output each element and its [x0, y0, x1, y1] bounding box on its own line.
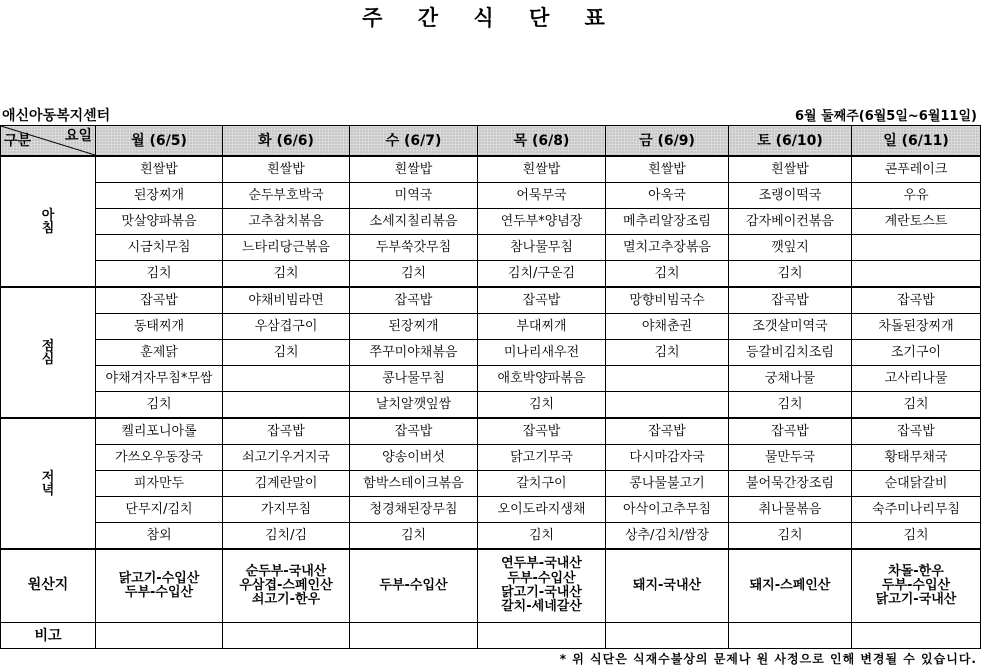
menu-cell: 김계란말이 [223, 471, 350, 497]
menu-cell: 잡곡밥 [852, 287, 981, 314]
menu-cell: 아욱국 [606, 183, 729, 209]
corner-cell [1, 126, 96, 157]
menu-cell: 소세지칠리볶음 [350, 209, 478, 235]
origin-cell [729, 549, 852, 623]
menu-cell: 불어묵간장조림 [729, 471, 852, 497]
meal-label-char: 점 [41, 338, 55, 354]
menu-cell: 야채비빔라면 [223, 287, 350, 314]
menu-cell: 순대닭갈비 [852, 471, 981, 497]
origin-line: 돼지-국내산 [632, 577, 702, 593]
menu-cell: 연두부*양념장 [478, 209, 606, 235]
menu-cell: 흰쌀밥 [606, 156, 729, 183]
meal-label [1, 156, 96, 287]
menu-cell: 어묵무국 [478, 183, 606, 209]
menu-cell: 아삭이고추무침 [606, 497, 729, 523]
note-label: 비고 [1, 623, 96, 649]
origin-line: 닭고기-국내산 [501, 585, 582, 600]
menu-cell: 야채겨자무침*무쌈 [96, 366, 223, 392]
origin-line: 두부-수입산 [507, 570, 576, 586]
menu-cell: 김치/구운김 [478, 261, 606, 288]
day-header: 금 (6/9) [606, 126, 729, 157]
menu-cell: 잡곡밥 [729, 287, 852, 314]
origin-line: 두부-수입산 [124, 585, 194, 600]
menu-cell: 가지무침 [223, 497, 350, 523]
menu-cell: 오이도라지생채 [478, 497, 606, 523]
menu-cell: 고추참치볶음 [223, 209, 350, 235]
menu-cell: 잡곡밥 [350, 418, 478, 445]
menu-row [1, 392, 981, 419]
origin-line: 연두부-국내산 [501, 556, 582, 572]
menu-cell: 취나물볶음 [729, 497, 852, 523]
footnote: * 위 식단은 식재수불상의 문제나 원 사정으로 인해 변경될 수 있습니다. [559, 652, 977, 666]
menu-cell: 김치 [350, 523, 478, 550]
week-info: 6월 둘째주(6월5일~6월11일) [794, 109, 977, 124]
menu-cell: 쇠고기우거지국 [223, 445, 350, 471]
menu-cell: 김치/김 [223, 523, 350, 550]
day-header: 월 (6/5) [96, 126, 223, 157]
menu-cell: 김치 [350, 261, 478, 288]
menu-cell: 흰쌀밥 [350, 156, 478, 183]
menu-row [1, 261, 981, 288]
meal-label-char: 침 [41, 220, 55, 236]
menu-cell: 김치 [852, 523, 981, 550]
menu-cell [606, 366, 729, 392]
menu-cell: 애호박양파볶음 [478, 366, 606, 392]
menu-row [1, 471, 981, 497]
meal-label [1, 418, 96, 549]
menu-cell: 등갈비김치조림 [729, 340, 852, 366]
menu-cell: 메추리알장조림 [606, 209, 729, 235]
menu-row [1, 156, 981, 183]
menu-cell: 야채춘권 [606, 314, 729, 340]
menu-row [1, 235, 981, 261]
origin-line: 우삼겹-스페인산 [239, 577, 333, 593]
menu-cell: 시금치무침 [96, 235, 223, 261]
menu-cell: 황태무채국 [852, 445, 981, 471]
weekly-menu-table [0, 125, 981, 649]
menu-cell: 갈치구이 [478, 471, 606, 497]
menu-cell: 계란토스트 [852, 209, 981, 235]
menu-cell: 피자만두 [96, 471, 223, 497]
menu-cell: 훈제닭 [96, 340, 223, 366]
menu-row [1, 497, 981, 523]
header-row [1, 126, 981, 157]
day-header: 화 (6/6) [223, 126, 350, 157]
origin-cell [478, 549, 606, 623]
meal-label-char: 저 [41, 469, 55, 485]
menu-row [1, 366, 981, 392]
page-title: 주 간 식 단 표 [362, 6, 619, 30]
menu-cell: 느타리당근볶음 [223, 235, 350, 261]
menu-cell: 깻잎지 [729, 235, 852, 261]
origin-line: 닭고기-국내산 [875, 592, 957, 608]
menu-row [1, 418, 981, 445]
menu-cell: 양송이버섯 [350, 445, 478, 471]
menu-row [1, 445, 981, 471]
menu-cell: 쭈꾸미야채볶음 [350, 340, 478, 366]
menu-cell: 잡곡밥 [96, 287, 223, 314]
origin-cell [96, 549, 223, 623]
menu-cell: 동태찌개 [96, 314, 223, 340]
menu-row [1, 287, 981, 314]
menu-cell: 김치 [729, 392, 852, 419]
origin-cell [852, 549, 981, 623]
menu-cell: 김치 [606, 261, 729, 288]
menu-cell [223, 392, 350, 419]
menu-cell: 잡곡밥 [223, 418, 350, 445]
menu-cell: 켈리포니아롤 [96, 418, 223, 445]
menu-cell: 김치 [606, 340, 729, 366]
origin-row [1, 549, 981, 623]
menu-cell: 잡곡밥 [606, 418, 729, 445]
menu-cell: 궁채나물 [729, 366, 852, 392]
menu-cell: 잡곡밥 [478, 287, 606, 314]
menu-cell: 잡곡밥 [350, 287, 478, 314]
menu-cell: 날치알깻잎쌈 [350, 392, 478, 419]
menu-cell: 감자베이컨볶음 [729, 209, 852, 235]
menu-row [1, 314, 981, 340]
menu-cell: 김치 [223, 340, 350, 366]
menu-cell: 순두부호박국 [223, 183, 350, 209]
note-cell [223, 623, 350, 649]
day-header: 토 (6/10) [729, 126, 852, 157]
note-row [1, 623, 981, 649]
menu-cell [223, 366, 350, 392]
menu-cell: 맛살양파볶음 [96, 209, 223, 235]
meal-label-char: 녁 [41, 482, 55, 498]
menu-cell: 두부쑥갓무침 [350, 235, 478, 261]
menu-cell: 김치 [96, 261, 223, 288]
origin-line: 순두부-국내산 [245, 563, 327, 579]
note-cell [606, 623, 729, 649]
menu-cell: 된장찌개 [96, 183, 223, 209]
menu-cell: 흰쌀밥 [729, 156, 852, 183]
origin-label: 원산지 [1, 549, 96, 623]
origin-line: 차돌-한우 [888, 563, 944, 579]
meal-label-char: 심 [41, 351, 55, 367]
menu-cell: 김치 [223, 261, 350, 288]
day-header: 목 (6/8) [478, 126, 606, 157]
menu-cell: 부대찌개 [478, 314, 606, 340]
note-cell [96, 623, 223, 649]
menu-cell: 콘푸레이크 [852, 156, 981, 183]
note-cell [729, 623, 852, 649]
origin-line: 닭고기-수입산 [118, 570, 200, 586]
menu-cell: 다시마감자국 [606, 445, 729, 471]
menu-row [1, 183, 981, 209]
menu-cell [852, 261, 981, 288]
menu-cell: 김치 [96, 392, 223, 419]
corner-label-day: 요일 [64, 128, 92, 144]
menu-cell: 김치 [852, 392, 981, 419]
menu-row [1, 340, 981, 366]
menu-cell: 고사리나물 [852, 366, 981, 392]
menu-cell: 흰쌀밥 [223, 156, 350, 183]
menu-cell: 흰쌀밥 [96, 156, 223, 183]
menu-cell: 함박스테이크볶음 [350, 471, 478, 497]
day-header: 수 (6/7) [350, 126, 478, 157]
menu-cell: 물만두국 [729, 445, 852, 471]
menu-cell: 멸치고추장볶음 [606, 235, 729, 261]
menu-cell: 단무지/김치 [96, 497, 223, 523]
origin-cell [223, 549, 350, 623]
origin-line: 두부-수입산 [379, 577, 448, 593]
menu-cell: 망향비빔국수 [606, 287, 729, 314]
menu-cell: 김치 [478, 392, 606, 419]
origin-line: 돼지-스페인산 [749, 577, 831, 593]
menu-cell: 닭고기무국 [478, 445, 606, 471]
menu-cell [852, 235, 981, 261]
corner-label-category: 구분 [4, 133, 32, 149]
menu-cell: 김치 [478, 523, 606, 550]
menu-cell: 조기구이 [852, 340, 981, 366]
note-cell [852, 623, 981, 649]
menu-row [1, 209, 981, 235]
menu-cell: 된장찌개 [350, 314, 478, 340]
menu-cell: 미나리새우전 [478, 340, 606, 366]
menu-cell: 참외 [96, 523, 223, 550]
meal-label [1, 287, 96, 418]
menu-cell: 청경채된장무침 [350, 497, 478, 523]
menu-cell: 우유 [852, 183, 981, 209]
menu-cell: 조갯살미역국 [729, 314, 852, 340]
origin-cell [606, 549, 729, 623]
menu-cell: 가쓰오우동장국 [96, 445, 223, 471]
menu-row [1, 523, 981, 550]
menu-cell: 잡곡밥 [729, 418, 852, 445]
origin-line: 쇠고기-한우 [251, 592, 321, 608]
menu-cell: 상추/김치/쌈장 [606, 523, 729, 550]
menu-cell: 미역국 [350, 183, 478, 209]
menu-cell: 잡곡밥 [852, 418, 981, 445]
origin-cell [350, 549, 478, 623]
menu-cell: 콩나물불고기 [606, 471, 729, 497]
meal-label-char: 아 [41, 207, 55, 223]
origin-line: 갈치-세네갈산 [501, 599, 582, 615]
menu-cell: 김치 [729, 523, 852, 550]
menu-cell: 김치 [729, 261, 852, 288]
center-name: 애신아동복지센터 [2, 108, 111, 124]
menu-cell: 숙주미나리무침 [852, 497, 981, 523]
menu-cell [606, 392, 729, 419]
menu-cell: 차돌된장찌개 [852, 314, 981, 340]
note-cell [350, 623, 478, 649]
note-cell [478, 623, 606, 649]
origin-line: 두부-수입산 [881, 577, 951, 593]
menu-cell: 잡곡밥 [478, 418, 606, 445]
menu-cell: 우삼겹구이 [223, 314, 350, 340]
menu-cell: 조랭이떡국 [729, 183, 852, 209]
menu-cell: 흰쌀밥 [478, 156, 606, 183]
menu-cell: 콩나물무침 [350, 366, 478, 392]
menu-cell: 참나물무침 [478, 235, 606, 261]
day-header: 일 (6/11) [852, 126, 981, 157]
